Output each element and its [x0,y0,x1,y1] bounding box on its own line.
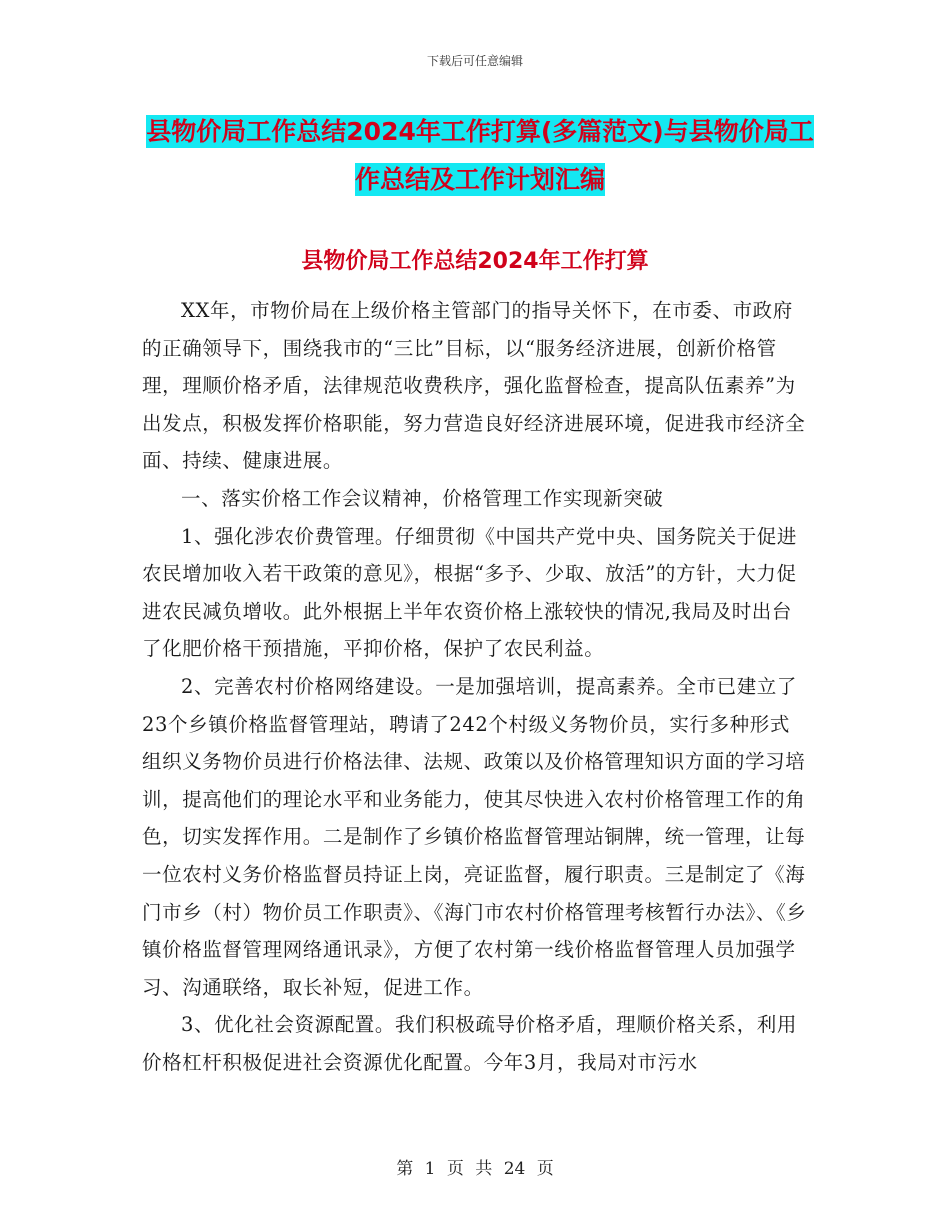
paragraph-item-3: 3、优化社会资源配置。我们积极疏导价格矛盾，理顺价格关系，利用价格杠杆积极促进社会资源优化配置。今年3月，我局对市污水 [142,1013,798,1074]
header-note: 下载后可任意编辑 [426,54,523,68]
document-title [140,108,820,204]
paragraph-item-1: 1、强化涉农价费管理。仔细贯彻《中国共产党中央、国务院关于促进农民增加收入若干政策的意见》，根据“多予、少取、放活”的方针，大力促进农民减负增收。此外根据上半年农资价格上涨较快的情况,我局及时出台了化肥价格干预措施，平抑价格，保护了农民利益。 [142,524,798,661]
document-body [142,292,810,1081]
section-title: 县物价局工作总结2024年工作打算 [301,249,649,274]
document-title-text: 县物价局工作总结2024年工作打算(多篇范文)与县物价局工作总结及工作计划汇编 [146,117,814,194]
paragraph-item-2: 2、完善农村价格网络建设。一是加强培训，提高素养。全市已建立了23个乡镇价格监督管理站，聘请了242个村级义务物价员，实行多种形式组织义务物价员进行价格法律、法规、政策以及价格管理知识方面的学习培训，提高他们的理论水平和业务能力，使其尽快进入农村价格管理工作的角色，切实发挥作用。二是制作了乡镇价格监督管理站铜牌，统一管理，让每一位农村义务价格监督员持证上岗，亮证监督，履行职责。三是制定了《海门市乡（村）物价员工作职责》、《海门市农村价格管理考核暂行办法》、《乡镇价格监督管理网络通讯录》，方便了农村第一线价格监督管理人员加强学习、沟通联络，取长补短，促进工作。 [142,674,807,999]
paragraph-heading-1: 一、落实价格工作会议精神，价格管理工作实现新突破 [181,486,664,510]
paragraph-intro: XX年，市物价局在上级价格主管部门的指导关怀下，在市委、市政府的正确领导下，围绕我市的“三比”目标，以“服务经济进展，创新价格管理，理顺价格矛盾，法律规范收费秩序，强化监督检查，提高队伍素养”为出发点，积极发挥价格职能，努力营造良好经济进展环境，促进我市经济全面、持续、健康进展。 [142,299,806,473]
page-number-footer: 第 1 页 共 24 页 [396,1159,554,1179]
